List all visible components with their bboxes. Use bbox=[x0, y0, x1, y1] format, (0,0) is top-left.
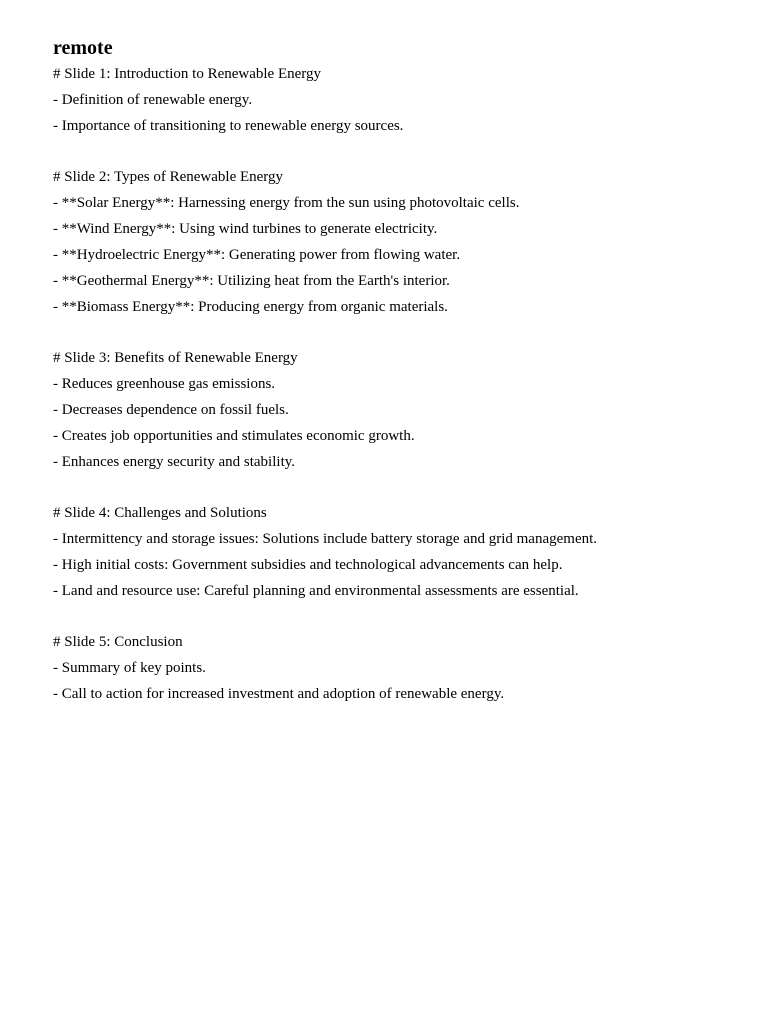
document-body bbox=[53, 61, 743, 707]
text-line: - Definition of renewable energy. bbox=[53, 92, 253, 108]
blank-line bbox=[53, 604, 743, 629]
text-line: - High initial costs: Government subsidies and technological advancements can help. bbox=[53, 557, 563, 573]
text-line: - **Solar Energy**: Harnessing energy from the sun using photovoltaic cells. bbox=[53, 195, 520, 211]
text-line: - Land and resource use: Careful planning and environmental assessments are essential. bbox=[53, 583, 579, 599]
document-page bbox=[53, 36, 743, 707]
text-line: # Slide 4: Challenges and Solutions bbox=[53, 505, 267, 521]
text-line: - Decreases dependence on fossil fuels. bbox=[53, 402, 289, 418]
text-line: - Intermittency and storage issues: Solutions include battery storage and grid management. bbox=[53, 531, 598, 547]
text-line: - **Hydroelectric Energy**: Generating power from flowing water. bbox=[53, 247, 461, 263]
text-line: - **Geothermal Energy**: Utilizing heat from the Earth's interior. bbox=[53, 273, 450, 289]
text-line: - Enhances energy security and stability. bbox=[53, 454, 296, 470]
text-line: # Slide 5: Conclusion bbox=[53, 634, 183, 650]
text-line: - Call to action for increased investment and adoption of renewable energy. bbox=[53, 686, 505, 702]
text-line: # Slide 2: Types of Renewable Energy bbox=[53, 169, 284, 185]
text-line: # Slide 1: Introduction to Renewable Energy bbox=[53, 66, 322, 82]
text-line: - Importance of transitioning to renewable energy sources. bbox=[53, 118, 404, 134]
blank-line bbox=[53, 475, 743, 500]
document-title: remote bbox=[53, 37, 113, 59]
text-line: - **Wind Energy**: Using wind turbines to generate electricity. bbox=[53, 221, 438, 237]
blank-line bbox=[53, 320, 743, 345]
text-line: - Creates job opportunities and stimulates economic growth. bbox=[53, 428, 415, 444]
text-line: - **Biomass Energy**: Producing energy from organic materials. bbox=[53, 299, 448, 315]
text-line: - Reduces greenhouse gas emissions. bbox=[53, 376, 276, 392]
blank-line bbox=[53, 139, 743, 164]
text-line: # Slide 3: Benefits of Renewable Energy bbox=[53, 350, 298, 366]
text-line: - Summary of key points. bbox=[53, 660, 206, 676]
